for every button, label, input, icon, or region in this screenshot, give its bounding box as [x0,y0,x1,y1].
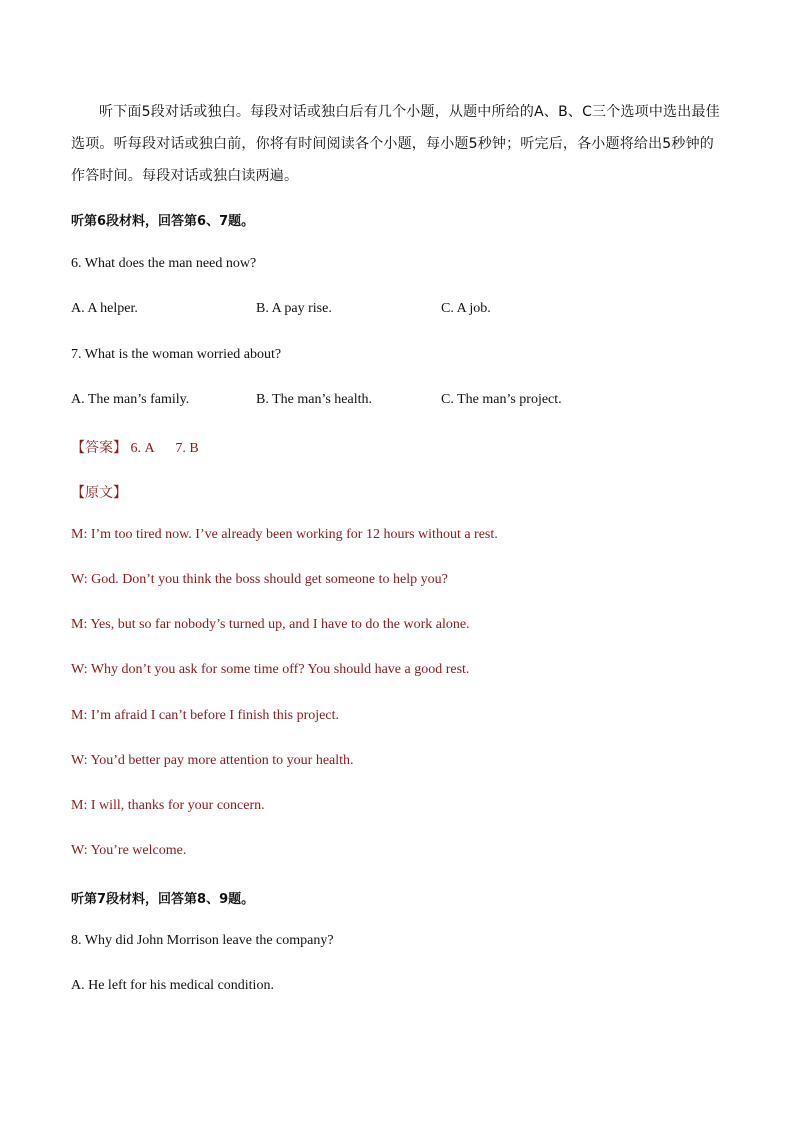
section-heading-6: 听第6段材料，回答第6、7题。 [71,214,255,229]
answer-6: 6. A [130,441,154,456]
q6-option-c: C. A job. [441,301,491,316]
transcript-label-line [71,482,127,502]
transcript-line: M: I’m afraid I can’t before I finish this project. [71,708,339,723]
transcript-line: M: I’m too tired now. I’ve already been working for 12 hours without a rest. [71,527,498,542]
section-heading-7: 听第7段材料，回答第8、9题。 [71,892,255,907]
answer-7: 7. B [175,441,199,456]
instructions-paragraph: 听下面5段对话或独白。每段对话或独白后有几个小题，从题中所给的A、B、C三个选项中选出最佳选项。听每段对话或独白前，你将有时间阅读各个小题，每小题5秒钟；听完后，各小题将给出5秒钟的作答时间。每段对话或独白读两遍。 [71,104,720,184]
transcript-line: M: Yes, but so far nobody’s turned up, and I have to do the work alone. [71,617,470,632]
question-8: 8. Why did John Morrison leave the company? [71,933,334,948]
transcript-line: W: You’d better pay more attention to your health. [71,753,354,768]
q6-option-b: B. A pay rise. [256,301,332,316]
q7-option-c: C. The man’s project. [441,392,562,407]
transcript-line: W: God. Don’t you think the boss should get someone to help you? [71,572,448,587]
q6-option-a: A. A helper. [71,301,138,316]
q7-option-b: B. The man’s health. [256,392,372,407]
answer-label: 【答案】 [71,440,127,456]
question-7: 7. What is the woman worried about? [71,347,282,362]
answer-line [71,437,199,457]
q8-option-a: A. He left for his medical condition. [71,978,274,993]
transcript-line: W: You’re welcome. [71,843,187,858]
q7-option-a: A. The man’s family. [71,392,190,407]
question-6: 6. What does the man need now? [71,256,257,271]
transcript-label: 【原文】 [71,485,127,501]
transcript-line: W: Why don’t you ask for some time off? You should have a good rest. [71,662,470,677]
transcript-line: M: I will, thanks for your concern. [71,798,265,813]
